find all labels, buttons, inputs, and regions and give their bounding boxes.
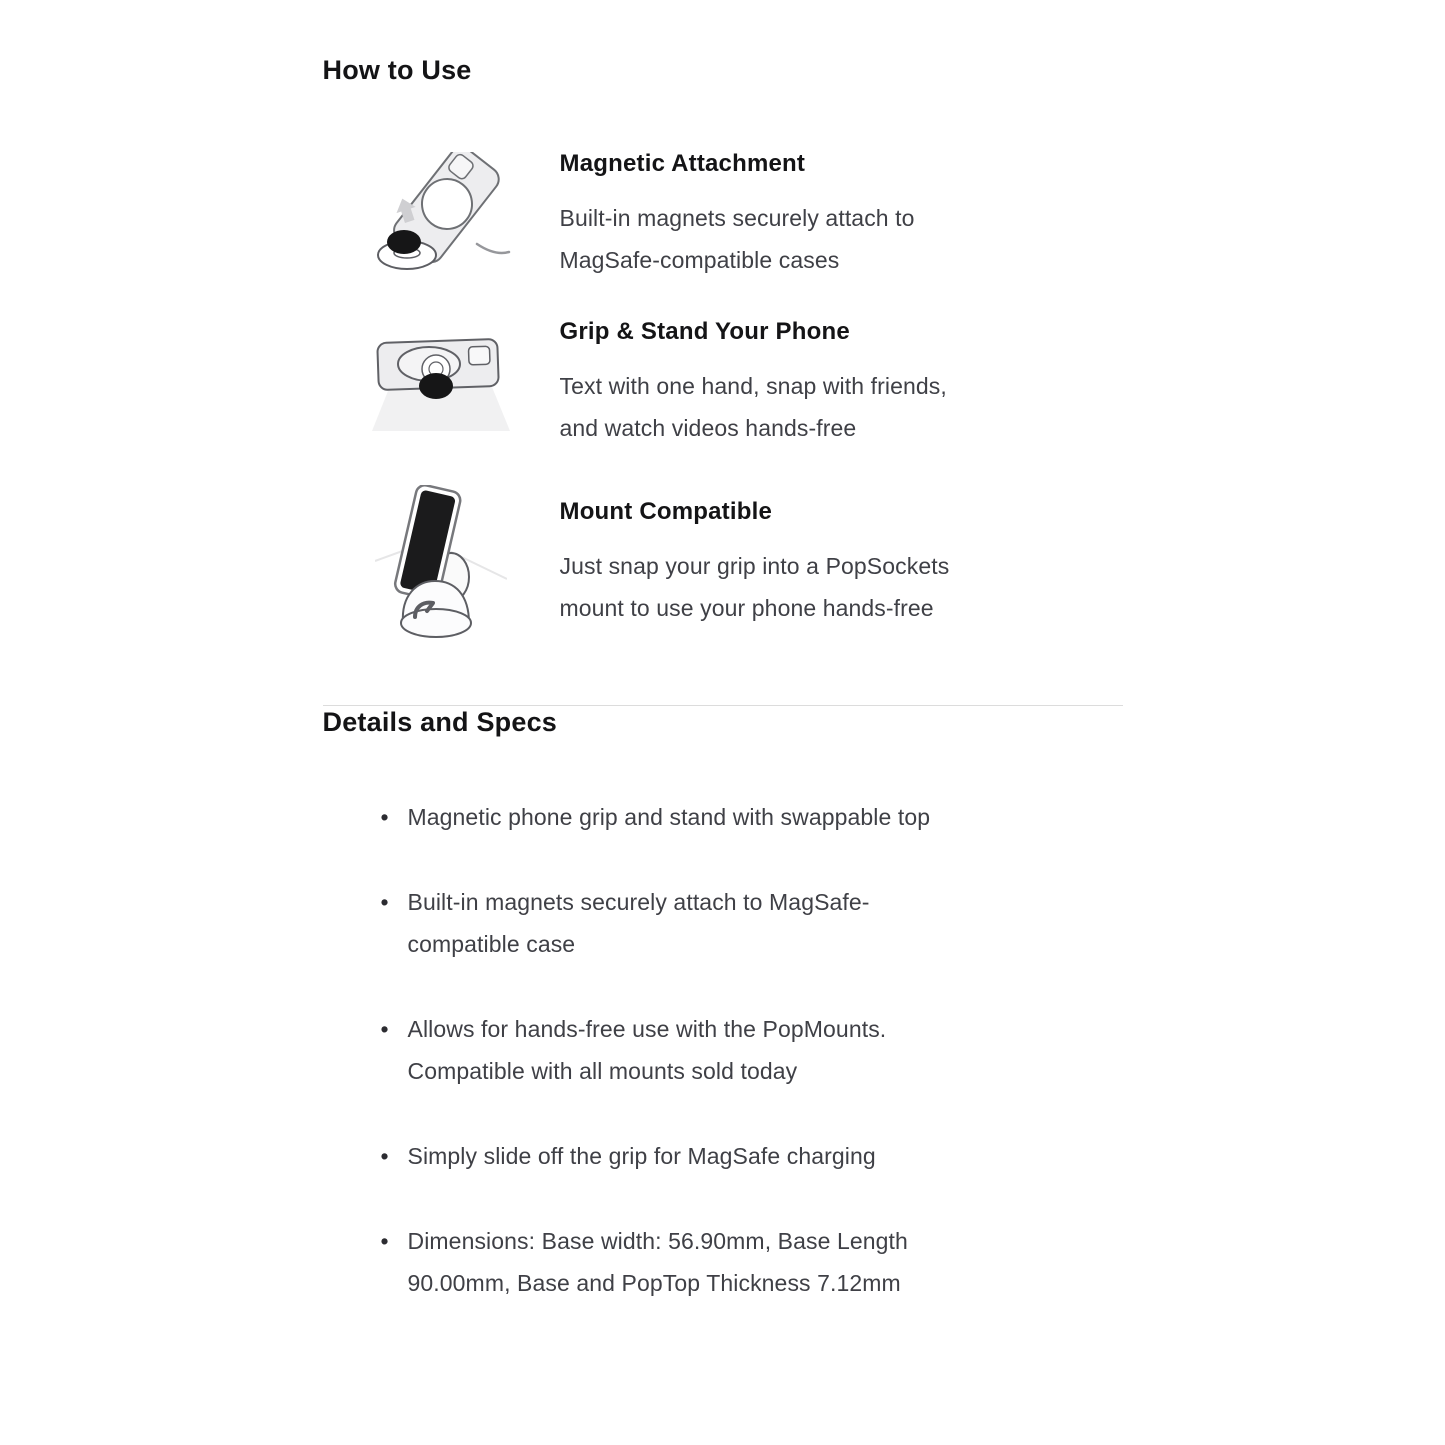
details-specs-section [323,706,1123,1304]
feature-icon-col [323,485,560,641]
feature-description-line: mount to use your phone hands-free [559,595,934,621]
feature-row-mount-compatible [323,485,1123,641]
spec-item-line: 90.00mm, Base and PopTop Thickness 7.12mm [407,1270,901,1296]
how-to-use-heading: How to Use [322,55,472,85]
spec-item [408,1008,1123,1092]
feature-title: Grip & Stand Your Phone [559,318,850,345]
feature-description [560,365,1123,449]
feature-list [323,149,1123,641]
feature-description-line: and watch videos hands-free [559,415,857,441]
spec-item [408,796,1123,838]
product-info-section [323,0,1123,1304]
feature-description-line: Text with one hand, snap with friends, [559,373,947,399]
spec-item-line: • Simply slide off the grip for MagSafe charging [407,1143,876,1169]
feature-description-line: Built-in magnets securely attach to [559,205,915,231]
feature-description [560,545,1123,629]
feature-row-magnetic-attachment [323,149,1123,281]
spec-item-line: compatible case [407,931,576,957]
spec-item [408,881,1123,965]
feature-description-line: MagSafe-compatible cases [559,247,840,273]
specs-list [323,796,1123,1304]
feature-icon-col [323,331,560,435]
feature-description-line: Just snap your grip into a PopSockets [559,553,950,579]
how-to-use-section [323,54,1123,641]
details-specs-heading: Details and Specs [322,707,557,737]
magsafe-attach-icon [371,152,511,278]
spec-item [408,1220,1123,1304]
feature-text [560,497,1123,629]
spec-item-line: • Magnetic phone grip and stand with swappable top [407,804,931,830]
grip-stand-icon [366,331,516,435]
feature-text [560,317,1123,449]
feature-title: Magnetic Attachment [559,150,806,177]
feature-text [560,149,1123,281]
feature-title: Mount Compatible [559,498,773,525]
feature-row-grip-stand [323,317,1123,449]
feature-description [560,197,1123,281]
spec-item-line: • Built-in magnets securely attach to MagSafe- [407,889,870,915]
spec-item [408,1135,1123,1177]
spec-item-line: • Allows for hands-free use with the PopMounts. [407,1016,887,1042]
mount-stand-icon [375,485,507,641]
spec-item-line: Compatible with all mounts sold today [407,1058,798,1084]
feature-icon-col [323,152,560,278]
spec-item-line: • Dimensions: Base width: 56.90mm, Base Length [407,1228,908,1254]
